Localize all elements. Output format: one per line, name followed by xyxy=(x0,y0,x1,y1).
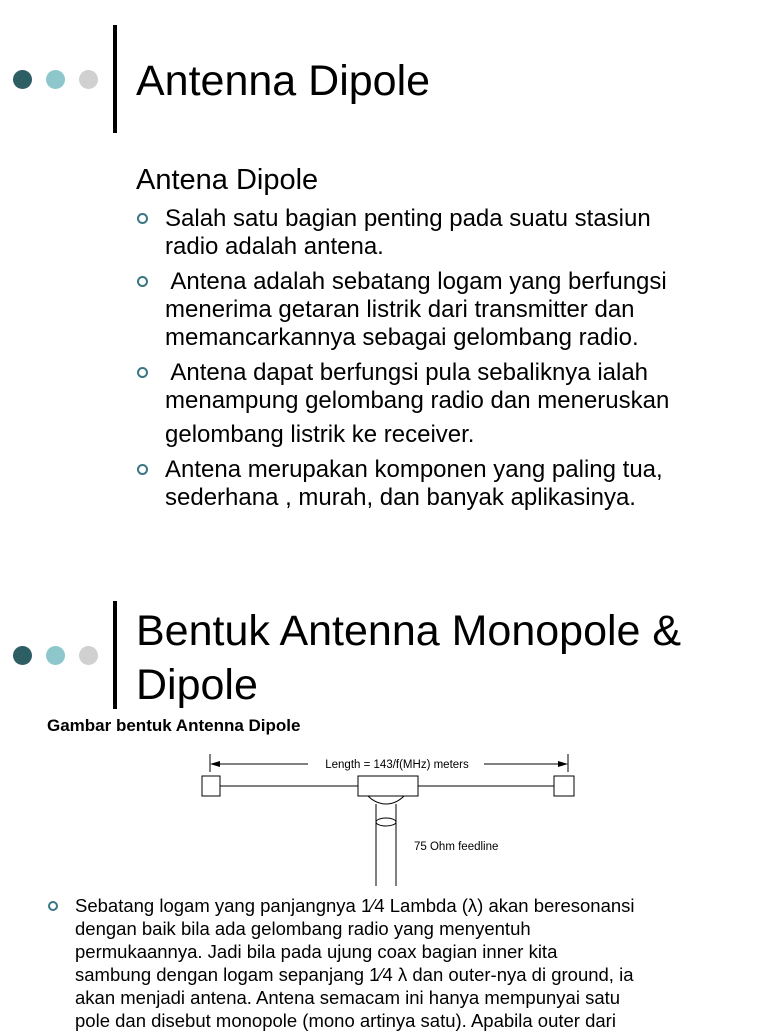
arrowhead-left-icon xyxy=(210,761,220,767)
figure-caption: Gambar bentuk Antenna Dipole xyxy=(47,716,301,735)
bullet-ring-icon xyxy=(48,901,58,911)
bullet-item: Sebatang logam yang panjangnya 1⁄4 Lambda (λ) akan beresonansi dengan baik bila ada gelombang radio yang menyentuh permukaannya. Jadi bila pada ujung coax bagian inner kita sambung dengan logam sepanjang 1⁄4 λ dan outer-nya di ground, ia akan menjadi antena. Antena semacam ini hanya mempunyai satu pole dan disebut monopole (mono artinya satu). Apabila outer dari xyxy=(46,894,736,1032)
section-subheading: Antena Dipole xyxy=(136,164,319,196)
length-label: Length = 143/f(MHz) meters xyxy=(325,759,469,771)
title-divider xyxy=(113,25,117,133)
slide-title: Bentuk Antenna Monopole & Dipole xyxy=(136,607,682,709)
bullet-item: Antena merupakan komponen yang paling tua, sederhana , murah, dan banyak aplikasinya. xyxy=(137,456,737,512)
dot-dark-icon xyxy=(13,646,32,665)
dipole-antenna-diagram xyxy=(190,738,590,886)
dot-light-icon xyxy=(79,646,98,665)
dot-light-icon xyxy=(79,70,98,89)
bullet-item: Salah satu bagian penting pada suatu stasiun radio adalah antena. xyxy=(137,205,737,261)
bullet-ring-icon xyxy=(137,276,148,287)
bullet-ring-icon xyxy=(137,464,148,475)
dot-mid-icon xyxy=(46,70,65,89)
arrowhead-right-icon xyxy=(558,761,568,767)
bullet-ring-icon xyxy=(137,367,148,378)
center-insulator xyxy=(358,776,418,796)
feedline-label: 75 Ohm feedline xyxy=(414,841,499,853)
bullet-ring-icon xyxy=(137,213,148,224)
end-insulator-left xyxy=(202,776,220,796)
slide-title: Antenna Dipole xyxy=(136,57,431,105)
end-insulator-right xyxy=(554,776,574,796)
slide-monopole-dipole xyxy=(0,578,768,1031)
body-bullet-list xyxy=(46,894,736,1032)
dot-mid-icon xyxy=(46,646,65,665)
bullet-item: Antena adalah sebatang logam yang berfungsi menerima getaran listrik dari transmitter dan memancarkannya sebagai gelombang radio. xyxy=(137,268,737,352)
dot-dark-icon xyxy=(13,70,32,89)
title-divider xyxy=(113,601,117,709)
bullet-item: Antena dapat berfungsi pula sebaliknya ialah menampung gelombang radio dan meneruskan gelombang listrik ke receiver. xyxy=(137,359,737,449)
bullet-list xyxy=(137,205,737,512)
